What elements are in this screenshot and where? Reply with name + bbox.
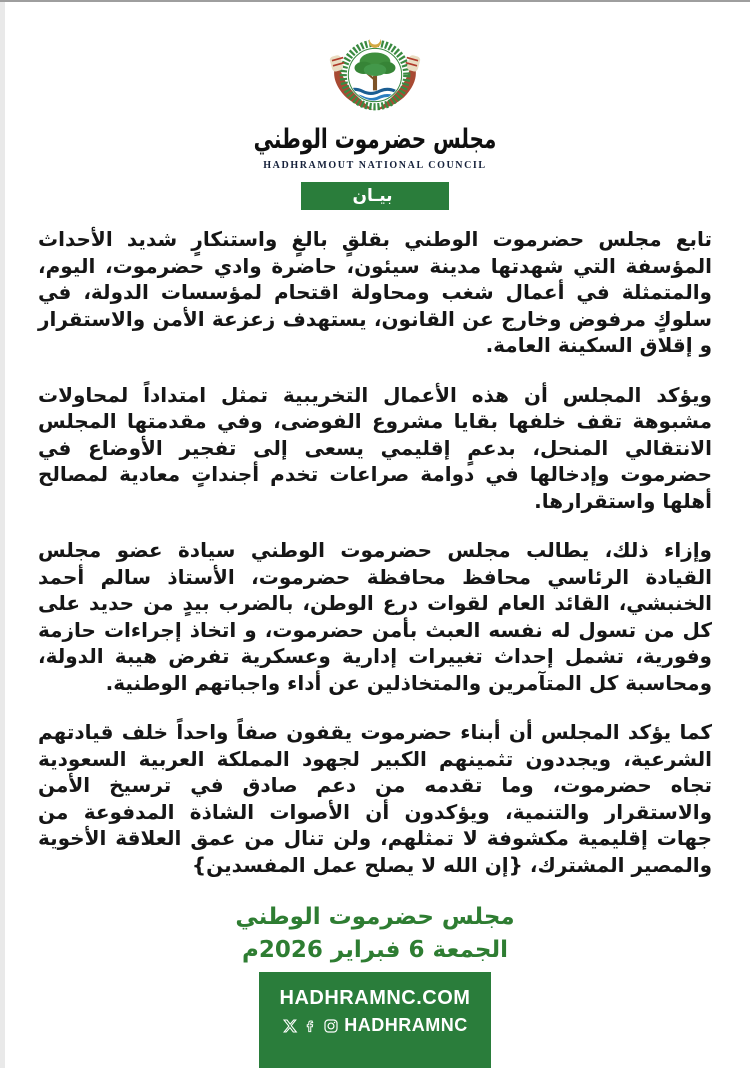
council-name-english: HADHRAMOUT NATIONAL COUNCIL: [263, 160, 487, 171]
website-url[interactable]: HADHRAMNC.COM: [279, 987, 471, 1009]
statement-banner: [301, 182, 449, 210]
social-row: [259, 1015, 491, 1036]
statement-body: [38, 226, 712, 878]
social-handle: HADHRAMNC: [344, 1015, 468, 1035]
banner-label: بيـان: [352, 186, 393, 206]
statement-paragraph: وإزاء ذلك، يطالب مجلس حضرموت الوطني سيادة عضو مجلس القيادة الرئاسي محافظ محافظة حضرموت، الأستاذ سالم أحمد الخنبشي، القائد العام لقوات درع الوطن، بالضرب بيدٍ من حديد على كل من تسول له نفسه العبث بأمن حضرموت، و اتخاذ إجراءات حازمة وفورية، تشمل إحداث تغييرات إدارية وعسكرية تفرض هيبة الدولة، ومحاسبة كل المتآمرين والمتخاذلين عن أداء واجباتهم الوطنية.: [38, 538, 712, 695]
footer-contact-box: [259, 972, 491, 1068]
crescent-icon: [369, 34, 381, 48]
page-left-edge: [0, 2, 5, 1068]
statement-paragraph: كما يؤكد المجلس أن أبناء حضرموت يقفون صفاً واحداً خلف قيادتهم الشرعية، ويجددون تثمينهم الكبير لجهود المملكة العربية السعودية تجاه حضرموت، وما تقدمه من دعم صادق في ترسيخ الأمن والاستقرار والتنمية، ويؤكدون أن الأصوات الشاذة المدفوعة من جهات إقليمية مكشوفة لا تمثلهم، ولن تنال من عمق العلاقة الأخوية والمصير المشترك، {إن الله لا يصلح عمل المفسدين}: [38, 720, 712, 877]
signature-date: الجمعة 6 فبراير 2026م: [242, 937, 508, 963]
page-top-edge: [0, 0, 750, 2]
x-icon[interactable]: [282, 1018, 298, 1034]
statement-paragraph: ويؤكد المجلس أن هذه الأعمال التخريبية تمثل امتداداً لمحاولات مشبوهة تقف خلفها بقايا مشروع الفوضى، وفي مقدمتها المجلس الانتقالي المنحل، بدعمٍ إقليمي يسعى إلى تفجير الأوضاع في حضرموت وإدخالها في دوامة صراعات تخدم أجنداتٍ معادية لمصالح أهلها واستقرارها.: [38, 382, 712, 513]
facebook-icon[interactable]: [303, 1018, 318, 1034]
instagram-icon[interactable]: [323, 1018, 339, 1034]
masthead: [0, 0, 750, 210]
signature-org: مجلس حضرموت الوطني: [235, 904, 515, 930]
council-name-calligraphy: مجلس حضرموت الوطني: [253, 124, 497, 155]
council-emblem-logo: [317, 34, 433, 116]
signature-block: [0, 901, 750, 967]
statement-paragraph: تابع مجلس حضرموت الوطني بقلقٍ بالغٍ واستنكارٍ شديد الأحداث المؤسفة التي شهدتها مدينة سيئون، حاضرة وادي حضرموت، اليوم، والمتمثلة في أعمال شغب ومحاولة اقتحام لمؤسسات الدولة، في سلوكٍ مرفوض وخارج عن القانون، يستهدف زعزعة الأمن والاستقرار و إقلاق السكينة العامة.: [38, 227, 712, 357]
